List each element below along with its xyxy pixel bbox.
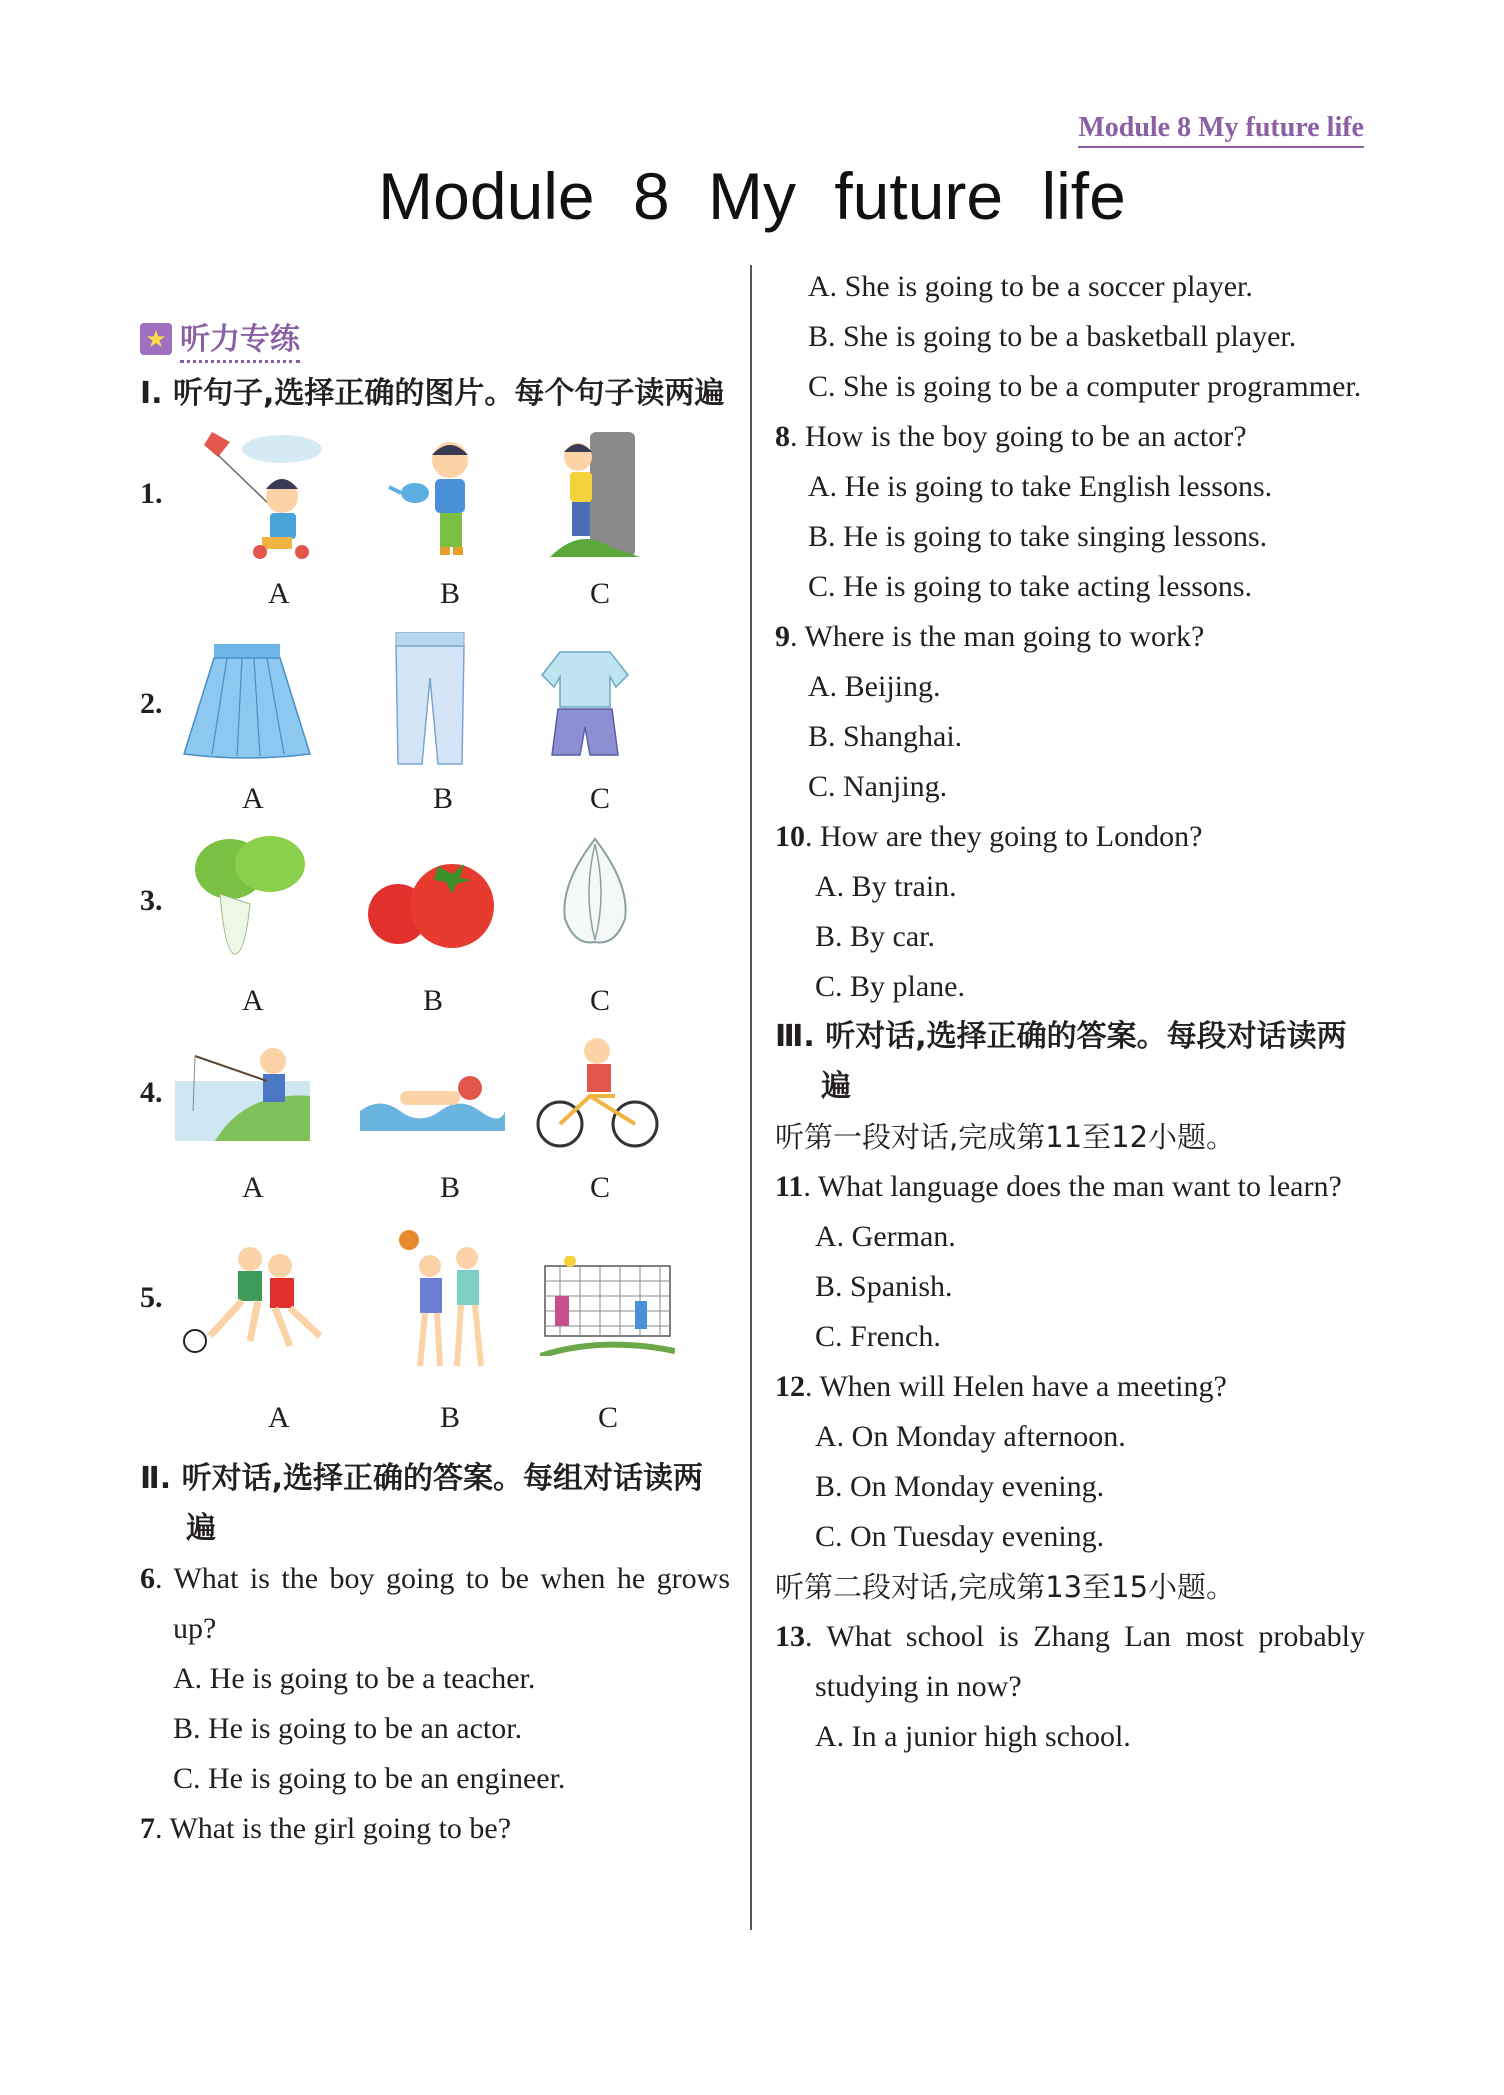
question-9: 9. Where is the man going to work? [775,620,1205,653]
question-12: 12. When will Helen have a meeting? [775,1370,1227,1403]
running-header: Module 8 My future life [1078,112,1364,148]
q12-option-c: C. On Tuesday evening. [815,1520,1105,1553]
option-label: A [242,782,264,815]
kite-icon [182,427,332,562]
picture-row-4 [140,1036,730,1226]
badge-label: 听力专练 [180,314,300,363]
tomato-icon [360,856,500,951]
row-number: 4. [140,1076,163,1109]
volleyball-icon [540,1256,675,1356]
picture-row-2 [140,632,730,834]
option-label: A [268,1401,290,1434]
jeans-icon [390,632,470,767]
garlic-icon [555,834,635,949]
swimming-icon [360,1066,505,1131]
left-column [140,300,730,1854]
q7-option-a: A. She is going to be a soccer player. [808,270,1253,303]
q10-option-b: B. By car. [815,920,935,953]
question-7: 7. What is the girl going to be? [140,1812,512,1845]
q12-option-b: B. On Monday evening. [815,1470,1105,1503]
shirt-shorts-icon [540,647,630,762]
basketball-icon [395,1226,495,1376]
option-label: A [242,984,264,1017]
listening-badge [140,314,730,363]
option-label: B [440,577,461,610]
cycling-icon [535,1036,660,1151]
row-number: 2. [140,687,163,720]
star-icon: ★ [140,323,172,355]
question-11: 11. What language does the man want to learn? [775,1170,1342,1203]
section-1-heading: Ⅰ. 听句子,选择正确的图片。每个句子读两遍 [140,376,725,411]
option-label: A [268,577,290,610]
right-column [775,262,1365,1762]
picture-row-3 [140,834,730,1036]
q8-option-a: A. He is going to take English lessons. [808,470,1273,503]
section-3-heading: Ⅲ. 听对话,选择正确的答案。每段对话读两遍 [775,1019,1347,1104]
q11-option-b: B. Spanish. [815,1270,953,1303]
dialogue-1-intro: 听第一段对话,完成第11至12小题。 [775,1120,1236,1154]
option-label: C [590,782,611,815]
option-label: C [598,1401,619,1434]
question-6: 6. What is the boy going to be when he grows up? [140,1562,730,1645]
picture-row-1 [140,427,730,632]
skirt-icon [182,644,312,759]
question-13: 13. What school is Zhang Lan most probably studying in now? [775,1620,1365,1703]
q9-option-b: B. Shanghai. [808,720,963,753]
column-divider [750,265,752,1930]
option-label: A [242,1171,264,1204]
q6-option-c: C. He is going to be an engineer. [173,1762,566,1795]
question-10: 10. How are they going to London? [775,820,1203,853]
watering-can-icon [385,435,505,565]
option-label: B [440,1171,461,1204]
cabbage-icon [190,834,310,959]
row-number: 1. [140,477,163,510]
q10-option-a: A. By train. [815,870,957,903]
q6-option-b: B. He is going to be an actor. [173,1712,523,1745]
q7-option-c: C. She is going to be a computer programmer. [808,370,1362,403]
option-label: B [440,1401,461,1434]
q11-option-a: A. German. [815,1220,956,1253]
climbing-icon [550,432,640,562]
option-label: C [590,577,611,610]
option-label: B [423,984,444,1017]
row-number: 3. [140,884,163,917]
option-label: B [433,782,454,815]
q9-option-a: A. Beijing. [808,670,941,703]
option-label: C [590,984,611,1017]
football-icon [180,1241,330,1356]
q7-option-b: B. She is going to be a basketball player. [808,320,1297,353]
dialogue-2-intro: 听第二段对话,完成第13至15小题。 [775,1570,1236,1604]
q8-option-c: C. He is going to take acting lessons. [808,570,1253,603]
option-label: C [590,1171,611,1204]
q9-option-c: C. Nanjing. [808,770,948,803]
question-8: 8. How is the boy going to be an actor? [775,420,1247,453]
q13-option-a: A. In a junior high school. [815,1720,1131,1753]
q11-option-c: C. French. [815,1320,941,1353]
q12-option-a: A. On Monday afternoon. [815,1420,1126,1453]
section-2-heading: Ⅱ. 听对话,选择正确的答案。每组对话读两遍 [140,1461,703,1546]
q6-option-a: A. He is going to be a teacher. [173,1662,536,1695]
fishing-icon [175,1041,310,1146]
row-number: 5. [140,1281,163,1314]
q8-option-b: B. He is going to take singing lessons. [808,520,1268,553]
picture-row-5 [140,1226,730,1454]
q10-option-c: C. By plane. [815,970,965,1003]
page-title: Module 8 My future life [378,159,1126,233]
